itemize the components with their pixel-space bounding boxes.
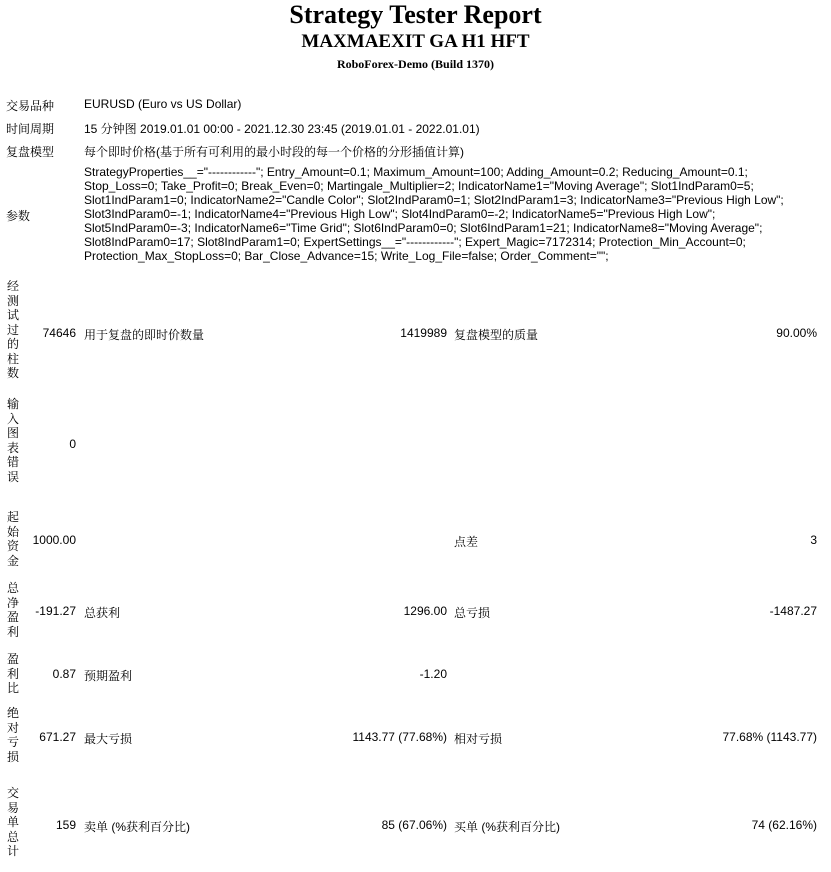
period-label: 时间周期 (6, 122, 55, 136)
absolute-drawdown-label: 绝对亏损 (6, 706, 19, 764)
params-value: StrategyProperties__="------------"; Entry_Amount=0.1; Maximum_Amount=100; Adding_Amount=0.2; Reducing_Amount=0.1; Stop_Loss=0; Take_Profit=0; Break_Even=0; Martingale_Multiplier=2; IndicatorName1="Moving Average"; Slot1IndParam0=5; Slot1IndParam1=0; IndicatorName2="Candle Color"; Slot2IndParam0=1; Slot2IndParam1=3; IndicatorName3="Previous High Low"; Slot3IndParam0=-1; IndicatorName4="Previous High Low"; Slot4IndParam0=-2; IndicatorName5="Previous High Low"; Slot5IndParam0=-3; IndicatorName6="Time Grid"; Slot6IndParam0=0; Slot6IndParam1=21; IndicatorName8="Moving Average"; Slot8IndParam0=17; Slot8IndParam1=0; ExpertSettings__="------------"; Expert_Magic=7172314; Protection_Min_Account=0; Protection_Max_StopLoss=0; Bar_Close_Advance=15; Write_Log_File=false; Order_Comment=""; (84, 165, 784, 263)
expected-payoff-label: 预期盈利 (84, 669, 133, 683)
expected-payoff-value: -1.20 (419, 667, 447, 681)
deposit-value: 1000.00 (32, 533, 76, 547)
errors-row (0, 397, 831, 493)
drawdown-row (0, 706, 831, 768)
spread-label: 点差 (454, 535, 479, 549)
net-profit-row (0, 581, 831, 643)
gross-profit-label: 总获利 (84, 606, 121, 620)
long-positions-value: 74 (62.16%) (751, 818, 817, 832)
total-trades-label: 交易单总计 (6, 786, 19, 858)
report-title: Strategy Tester Report (289, 0, 542, 29)
bars-label: 经测试过的柱数 (6, 279, 19, 380)
absolute-drawdown-value: 671.27 (39, 730, 76, 744)
profit-factor-value: 0.87 (52, 667, 76, 681)
relative-drawdown-value: 77.68% (1143.77) (722, 730, 817, 744)
short-positions-value: 85 (67.06%) (381, 818, 447, 832)
net-profit-value: -191.27 (35, 604, 76, 618)
symbol-label: 交易品种 (6, 99, 55, 113)
server-build: RoboForex-Demo (Build 1370) (336, 57, 495, 71)
period-value: 15 分钟图 2019.01.01 00:00 - 2021.12.30 23:45 (2019.01.01 - 2022.01.01) (84, 122, 480, 136)
quality-label: 复盘模型的质量 (454, 328, 539, 342)
errors-label: 输入图表错误 (6, 397, 19, 484)
params-label: 参数 (6, 209, 31, 223)
profit-factor-row (0, 652, 831, 700)
gross-profit-value: 1296.00 (403, 604, 447, 618)
gross-loss-label: 总亏损 (454, 606, 491, 620)
max-drawdown-value: 1143.77 (77.68%) (352, 730, 447, 744)
long-positions-label: 买单 (%获利百分比) (454, 820, 560, 834)
max-drawdown-label: 最大亏损 (84, 732, 133, 746)
deposit-row (0, 510, 831, 572)
ticks-value: 1419989 (400, 326, 447, 340)
bars-value: 74646 (42, 326, 76, 340)
spread-value: 3 (810, 533, 817, 547)
total-trades-value: 159 (55, 818, 76, 832)
report-header (0, 1, 831, 72)
expert-name: MAXMAEXIT GA H1 HFT (301, 31, 530, 52)
short-positions-label: 卖单 (%获利百分比) (84, 820, 190, 834)
symbol-value: EURUSD (Euro vs US Dollar) (84, 97, 242, 111)
net-profit-label: 总净盈利 (6, 581, 19, 639)
model-value: 每个即时价格(基于所有可利用的最小时段的每一个价格的分形插值计算) (84, 145, 464, 159)
trades-row (0, 786, 831, 868)
deposit-label: 起始资金 (6, 510, 19, 568)
gross-loss-value: -1487.27 (769, 604, 817, 618)
quality-value: 90.00% (776, 326, 817, 340)
profit-factor-label: 盈利比 (6, 652, 19, 695)
model-label: 复盘模型 (6, 145, 55, 159)
relative-drawdown-label: 相对亏损 (454, 732, 503, 746)
bars-row (0, 279, 831, 389)
errors-value: 0 (69, 437, 76, 451)
ticks-label: 用于复盘的即时价数量 (84, 328, 205, 342)
